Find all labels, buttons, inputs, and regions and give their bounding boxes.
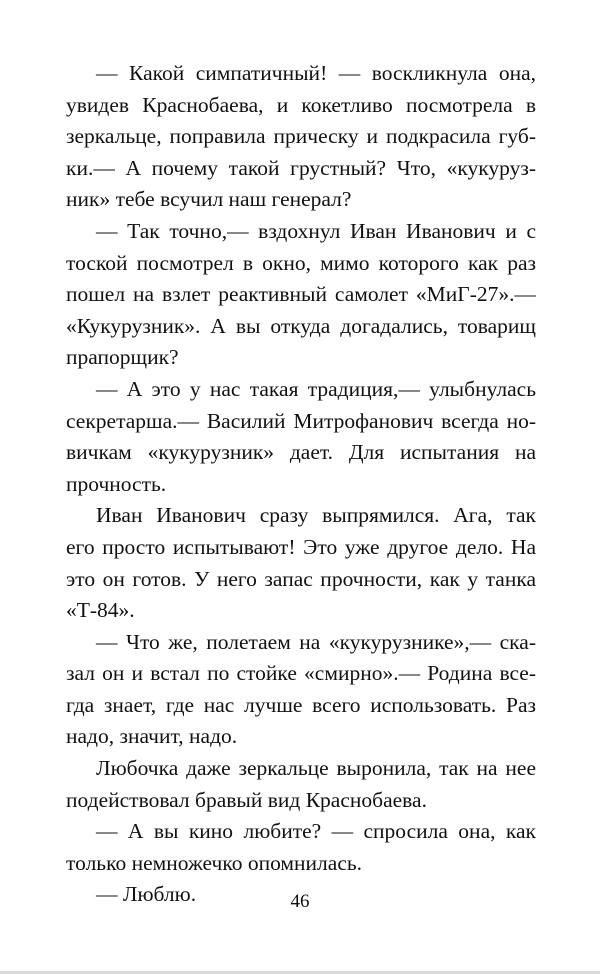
text-line: гда знает, где нас лучше всего использовать. Раз [66, 692, 536, 717]
text-line: зеркальце, поправила прическу и подкрасила губ- [66, 124, 536, 149]
text-line: прочность. [66, 471, 167, 496]
text-line: «Кукурузник». А вы откуда догадались, товарищ [66, 313, 536, 338]
text-line: — Люблю. [96, 882, 197, 907]
text-line: его просто испытывают! Это уже другое дело. На [66, 534, 536, 559]
text-line: только немножечко опомнилась. [66, 850, 363, 875]
page-text [66, 58, 536, 911]
text-line: — А это у нас такая традиция,— улыбнулась [96, 376, 536, 401]
text-line: — А вы кино любите? — спросила она, как [96, 819, 536, 844]
text-line: «Т-84». [66, 598, 135, 623]
text-line: ник» тебе всучил наш генерал? [66, 187, 352, 212]
text-line: прапорщик? [66, 345, 179, 370]
text-line: надо, значит, надо. [66, 724, 238, 749]
text-line: это он готов. У него запас прочности, как у танка [66, 566, 536, 591]
text-line: — Что же, полетаем на «кукурузнике»,— ска- [96, 629, 536, 654]
text-line: увидев Краснобаева, и кокетливо посмотрела в [66, 92, 536, 117]
text-line: тоской посмотрел в окно, мимо которого как раз [66, 250, 536, 275]
text-line: ки.— А почему такой грустный? Что, «кукуруз- [66, 155, 536, 180]
text-line: Иван Иванович сразу выпрямился. Ага, так [96, 503, 536, 528]
text-line: — Так точно,— вздохнул Иван Иванович и с [96, 218, 536, 243]
text-line: Любочка даже зеркальце выронила, так на нее [96, 756, 536, 781]
text-line: пошел на взлет реактивный самолет «МиГ-27».— [66, 282, 536, 307]
page-number: 46 [290, 891, 310, 912]
text-line: вичкам «кукурузник» дает. Для испытания на [66, 440, 536, 465]
text-line: — Какой симпатичный! — воскликнула она, [96, 61, 536, 85]
text-line: секретарша.— Василий Митрофанович всегда но- [66, 408, 536, 433]
text-line: зал он и встал по стойке «смирно».— Родина все- [66, 661, 536, 686]
text-line: подействовал бравый вид Краснобаева. [66, 787, 427, 812]
